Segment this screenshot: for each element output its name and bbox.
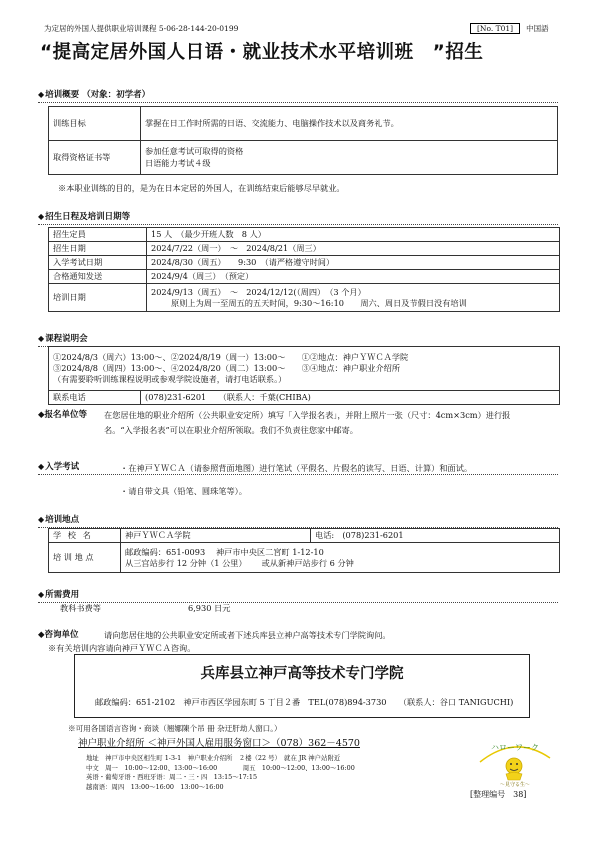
program-code: 为定居的外国人提供职业培训课程 5-06-28-144-20-0199: [44, 24, 239, 33]
capacity-value: 15 人 （最少开班人数 8 人）: [147, 228, 560, 242]
school-tel: [311, 529, 560, 543]
diamond-icon: ◆: [38, 410, 45, 420]
notice-value: 2024/9/4（周三） （预定）: [147, 270, 560, 284]
section-schedule-heading: [38, 212, 558, 225]
qualification-line2: 日语能力考试４级: [145, 157, 211, 168]
language-label: 中国語: [526, 24, 549, 33]
overview-heading-text: 培训概要 （对象：初学者）: [45, 90, 151, 100]
overview-table: [48, 106, 558, 175]
office-details: [86, 754, 466, 792]
office-hours-vietnamese: 越南语：周四 13:00～16:00 13:00～16:00: [86, 782, 224, 791]
notice-label: 合格通知发送: [49, 270, 147, 284]
briefing-line1: ①2024/8/3（周六）13:00～、②2024/8/19（周一）13:00～ ①②地点：神户ＹＷＣＡ学院: [53, 351, 409, 362]
briefing-table: [48, 346, 560, 405]
diamond-icon: ◆: [38, 462, 45, 471]
tel-label: 电话:: [315, 530, 335, 540]
briefing-line2: ③2024/8/8（周四）13:00～、④2024/8/20（周二）13:00～ ③④地点：神户职业介绍所: [53, 362, 401, 373]
fees-label: 教科书费等: [60, 603, 101, 613]
exam-date-label: 入学考试日期: [49, 256, 147, 270]
inquiry-note: ※有关培训内容请向神戸ＹＷＣＡ咨询。: [48, 643, 196, 653]
school-name-label: 学 校 名: [49, 529, 121, 543]
fees-value: 6,930 日元: [188, 603, 231, 613]
place-label: 培 训 地 点: [49, 543, 121, 573]
overview-note: ※本职业训练的目的，是为在日本定居的外国人，在训练结束后能够尽早就业。: [58, 183, 345, 193]
briefing-sessions: [49, 347, 560, 391]
schedule-heading-text: 招生日程及培训日期等: [45, 212, 131, 222]
diamond-icon: ◆: [38, 90, 45, 99]
office-line: 神户职业介绍所 ＜神戸外国人雇用服务窗口＞（078）362－4570: [78, 738, 360, 749]
section-inquiry-heading: [38, 630, 79, 641]
hellowork-mascot-logo: [470, 728, 560, 788]
training-date-value: [147, 284, 560, 312]
qualification-value: [141, 141, 558, 175]
reference-number: [整理编号 38]: [470, 790, 527, 799]
training-date-line1: 2024/9/13（周五） ～ 2024/12/12(（周四） （3 个月）: [151, 286, 366, 297]
office-hours-chinese: 中文 周一 10:00～12:00、13:00～16:00 周五 10:00～12:00、13:00～16:00: [86, 763, 355, 772]
exam-item-2: ・请自带文具（铅笔、圆珠笔等）。: [120, 486, 247, 496]
diamond-icon: ◆: [38, 212, 45, 221]
inquiry-text: 请向您居住地的公共职业安定所或者下述兵库县立神户高等技术专门学院询问。: [104, 630, 391, 640]
office-hours-other: 英语・葡萄牙语・西班牙语：周二・三・四 13:15～17:15: [86, 773, 258, 782]
office-address: 地址 神戸市中央区相生町 1-3-1 神户职业介绍所 ２楼（22 号） 就在 JR 神户站附近: [86, 754, 341, 762]
school-name: 兵库县立神戸高等技术专门学院: [200, 666, 404, 682]
place-value: [121, 543, 560, 573]
apply-text-line1: 在您居住地的职业介绍所（公共职业安定所）填写「入学报名表」，并附上照片一张（尺寸：4cm×3cm）进行报: [104, 410, 511, 420]
doc-number: [470, 24, 549, 34]
exam-heading-text: 入学考试: [45, 462, 80, 472]
contact-label: 联系电话: [49, 391, 141, 405]
school-address: 邮政编码：651-2102 神戸市西区学园东町 5 丁目２番 TEL(078)894-3730 （联系人：谷口 TANIGUCHI): [95, 697, 514, 707]
place-line1: 邮政编码：651-0093 神戸市中央区二宮町 1-12-10: [125, 546, 324, 557]
mascot-text: ハローワーク: [491, 743, 539, 752]
capacity-label: 招生定員: [49, 228, 147, 242]
fees-heading-text: 所需费用: [45, 590, 80, 600]
school-info-box: [74, 654, 530, 718]
schedule-table: [48, 227, 560, 312]
doc-number-box: [No. T01]: [470, 23, 520, 34]
qualification-line1: 参加任意考试可取得的资格: [145, 146, 244, 157]
location-table: [48, 528, 560, 573]
diamond-icon: ◆: [38, 515, 45, 524]
apply-text-line2: 名。“入学报名表”可以在职业介绍所领取。我们不负责往您家中邮寄。: [104, 425, 358, 436]
section-location-heading: [38, 515, 558, 528]
mascot-subtext: ～見守る生～: [499, 782, 531, 788]
inquiry-heading-text: 咨询单位: [44, 630, 79, 640]
training-date-label: 培训日期: [49, 284, 147, 312]
apply-text: [104, 410, 566, 436]
briefing-line3: （有需要聆听训练课程说明或参观学院设施者，请打电话联系。）: [53, 374, 287, 385]
goal-value: 掌握在日工作时所需的日语、交流能力、电脑操作技术以及商务礼节。: [141, 107, 558, 141]
exam-date-value: 2024/8/30（周五） 9:30 （请严格遵守时间）: [147, 256, 560, 270]
school-name-value: 神戸ＹＷＣＡ学院: [121, 529, 311, 543]
place-line2: 从三宫站步行 12 分钟（1 公里） 或从新神戸站步行 6 分钟: [125, 557, 354, 568]
page-title: “提高定居外国人日语・就业技术水平培训班 ”招生: [40, 42, 484, 63]
location-heading-text: 培训地点: [45, 515, 80, 525]
section-apply-heading: [38, 410, 87, 421]
consult-note: ※可用各国语言咨询・商谈（翘娜陳个吊 冊 杂迂肝劫人窗口。）: [68, 724, 282, 733]
training-date-line2: 原则上为周一至周五的五天时间，9:30～16:10 周六、周日及节假日没有培训: [171, 297, 467, 308]
diamond-icon: ◆: [38, 630, 45, 640]
apply-heading-text: 报名单位等: [44, 410, 88, 420]
section-overview-heading: [38, 90, 558, 103]
goal-label: 训练目标: [49, 107, 141, 141]
diamond-icon: ◆: [38, 334, 45, 343]
section-fees-heading: [38, 590, 558, 603]
contact-value: (078)231-6201 （联系人：千葉(CHIBA): [141, 391, 560, 405]
briefing-heading-text: 课程说明会: [45, 334, 88, 344]
tel-value: (078)231-6201: [342, 530, 404, 540]
diamond-icon: ◆: [38, 590, 45, 599]
recruit-date-label: 招生日期: [49, 242, 147, 256]
exam-item-1: ・在神戸ＹＷＣＡ（请参照背面地图）进行笔试（平假名、片假名的读写、日语、计算）和面试。: [120, 463, 473, 473]
qualification-label: 取得资格证书等: [49, 141, 141, 175]
recruit-date-value: 2024/7/22（周一） ～ 2024/8/21（周三）: [147, 242, 560, 256]
